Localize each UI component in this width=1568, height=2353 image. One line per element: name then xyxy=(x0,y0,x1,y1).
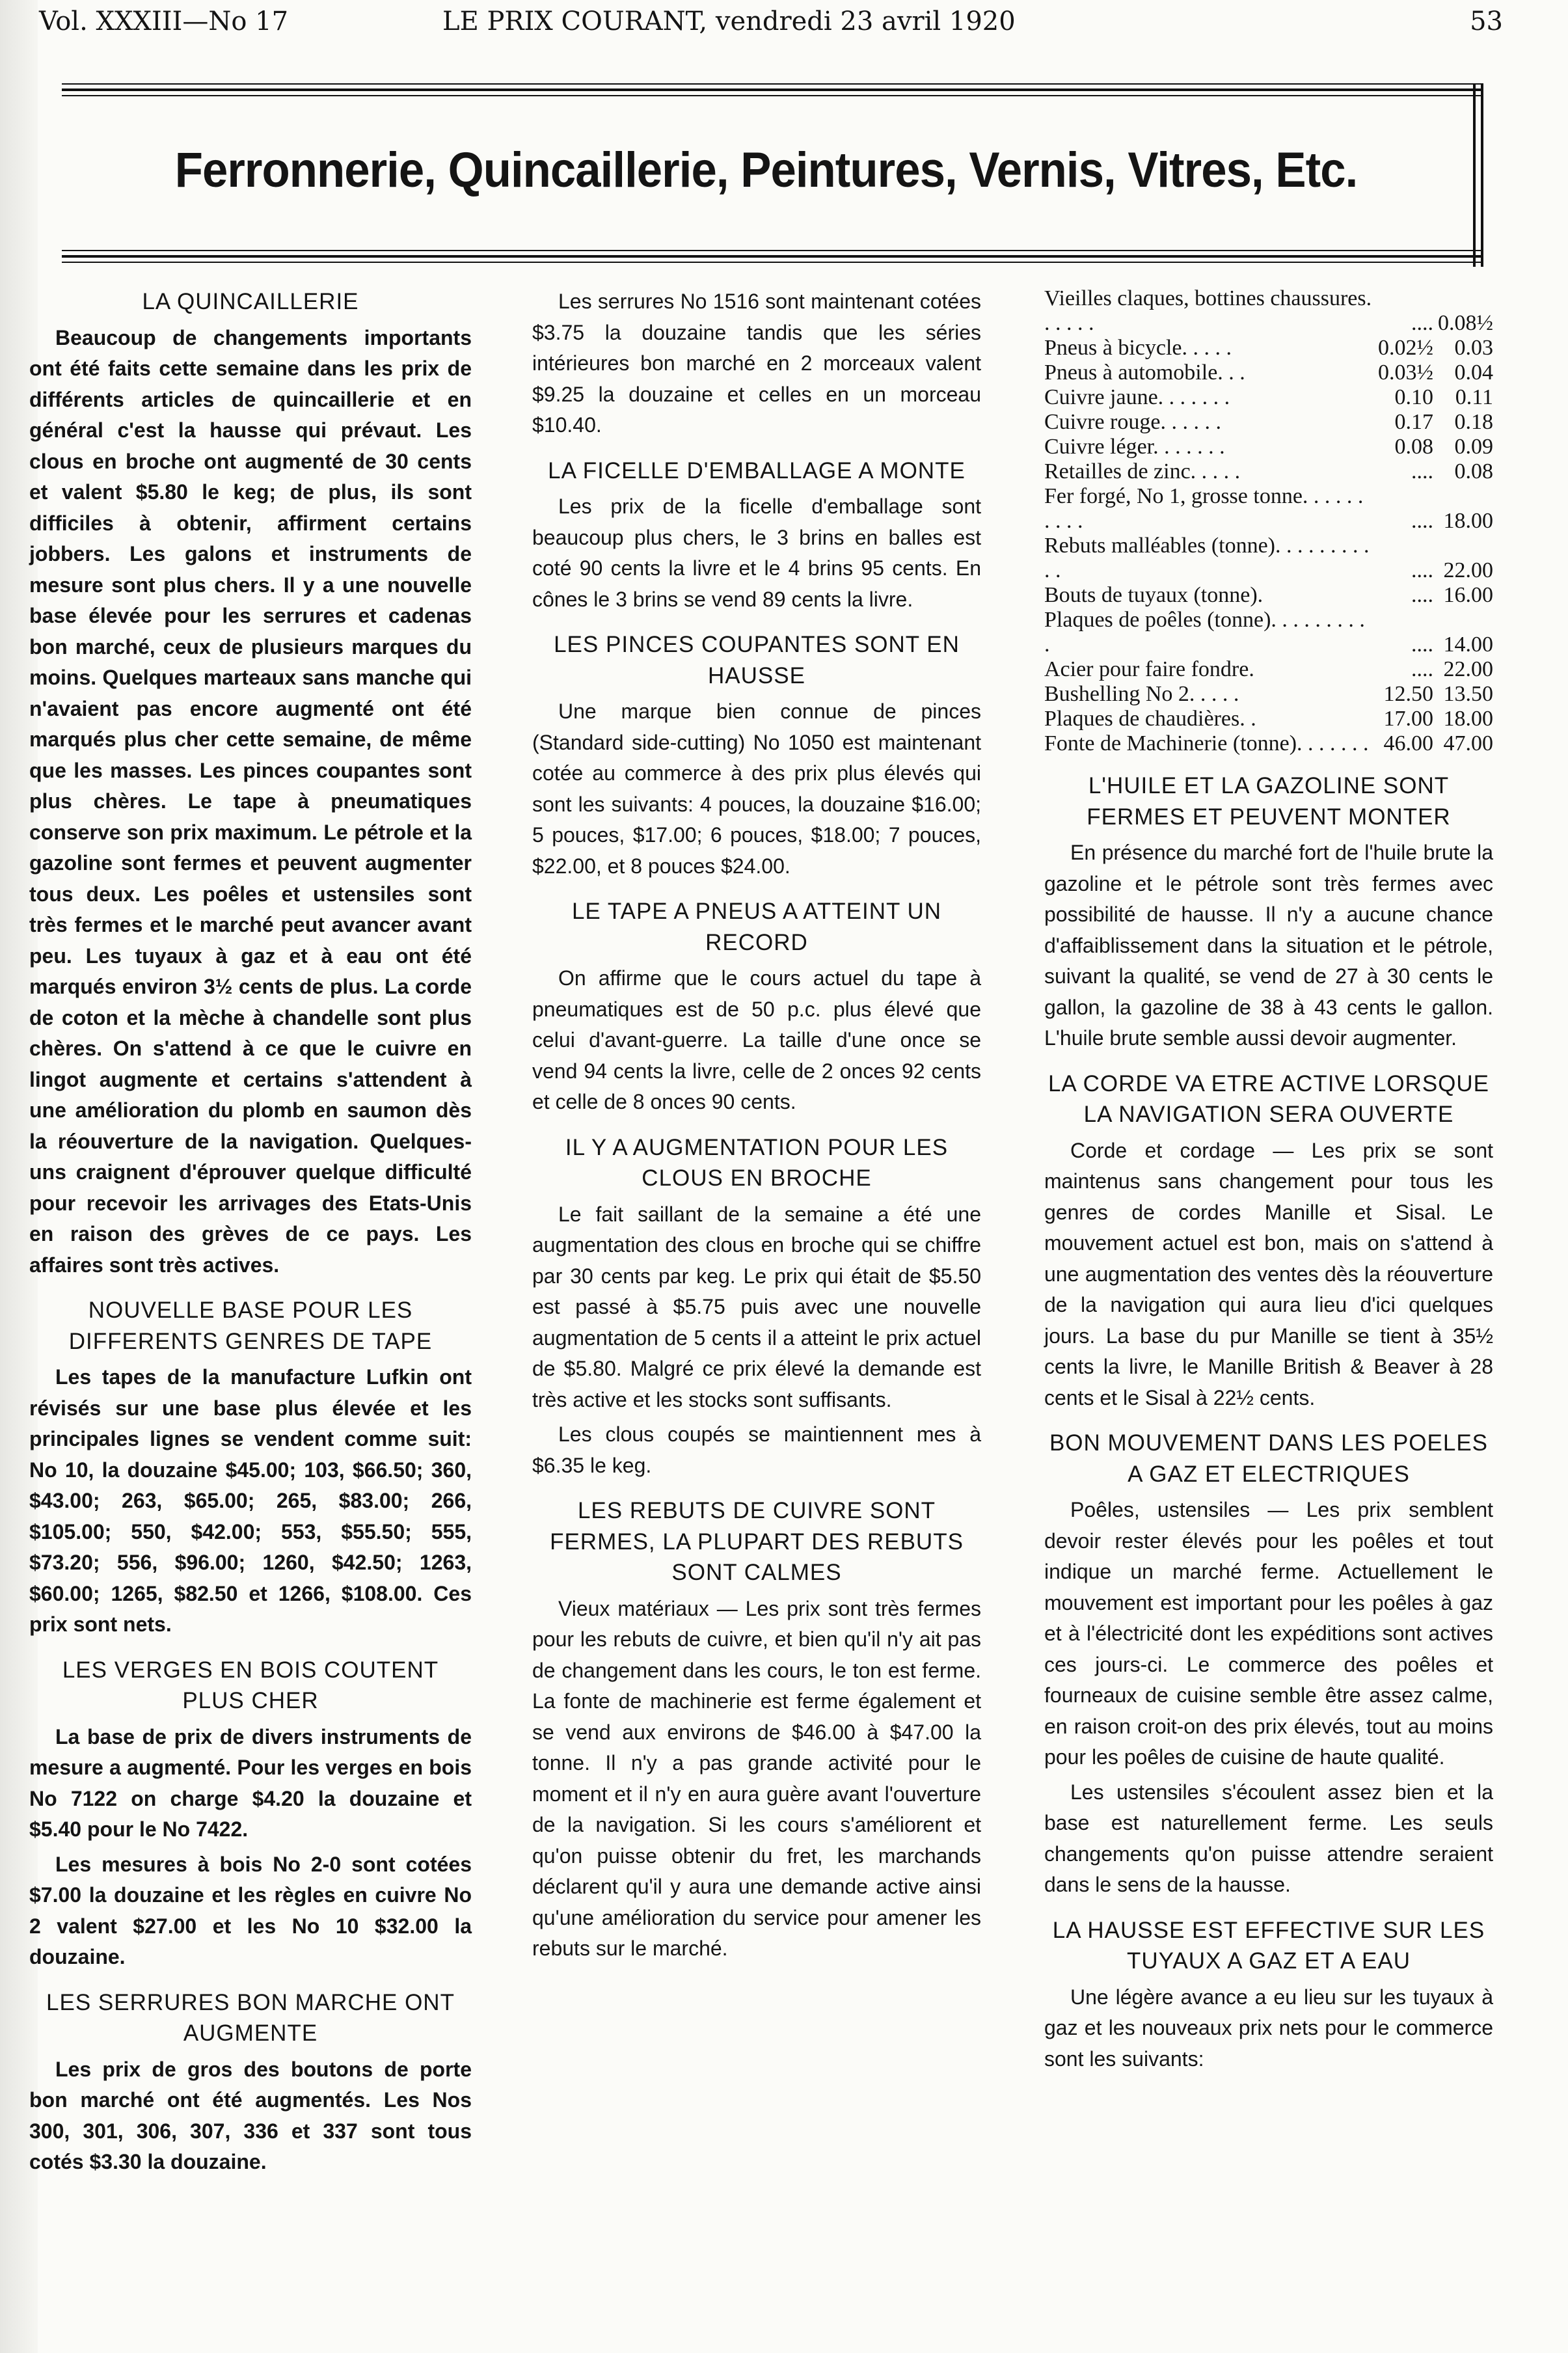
price-row xyxy=(1044,583,1493,608)
price-low: .... xyxy=(1411,583,1433,607)
price-item: Vieilles claques, bottines chaussures. . . . . . xyxy=(1044,286,1372,335)
publication-title-date: LE PRIX COURANT, vendredi 23 avril 1920 xyxy=(442,7,1016,36)
price-high: 22.00 xyxy=(1443,558,1493,582)
article-paragraph: On affirme que le cours actuel du tape à pneumatiques est de 50 p.c. plus élevé que celui d'avant-guerre. La taille d'une once se vend 94 cents la livre, celle de 2 onces 92 cents et celle de 8 onces 90 cents. xyxy=(532,966,981,1113)
price-low: 46.00 xyxy=(1383,731,1433,755)
article-paragraph: En présence du marché fort de l'huile brute la gazoline et le pétrole sont très fermes avec possibilité de hausse. Il n'y a aucune chance d'affaiblissement dans la situation et le pétrole, suivant la qualité, se vend de 27 à 30 cents le gallon, la gazoline de 38 à 43 cents le gallon. L'huile brute semble aussi devoir augmenter. xyxy=(1044,841,1493,1050)
price-row xyxy=(1044,534,1493,583)
article-heading: LES REBUTS DE CUIVRE SONT FERMES, LA PLUPART DES REBUTS SONT CALMES xyxy=(550,1498,964,1585)
price-high: 0.08½ xyxy=(1438,311,1493,335)
price-low: .... xyxy=(1411,632,1433,657)
price-item: Pneus à automobile. . . xyxy=(1044,360,1245,385)
banner-top-rules xyxy=(62,83,1483,100)
price-high: 0.03 xyxy=(1454,336,1493,360)
article-paragraph: Les clous coupés se maintiennent mes à $6.35 le keg. xyxy=(532,1422,981,1477)
article-heading: L'HUILE ET LA GAZOLINE SONT FERMES ET PEUVENT MONTER xyxy=(1087,773,1451,830)
article-paragraph: Une légère avance a eu lieu sur les tuyaux à gaz et les nouveaux prix nets pour le commerce sont les suivants: xyxy=(1044,1985,1493,2071)
article-paragraph: Beaucoup de changements importants ont été faits cette semaine dans les prix de différents articles de quincaillerie et en général c'est la hausse qui prévaut. Les clous en broche ont augmenté de 30 cents et valent $5.80 le keg; de plus, ils sont difficiles à obtenir, affirment certains jobbers. Les galons et instruments de mesure sont plus chers. Il y a une nouvelle base élevée pour les serrures et cadenas bon marché, ceux de plusieurs marques du moins. Quelques marteaux sans manche qui n'avaient pas encore augmenté ont été marqués plus cher cette semaine, de même que les masses. Les pinces coupantes sont plus chères. Le tape à pneumatiques conserve son prix maximum. Le pétrole et la gazoline sont fermes et peuvent augmenter tous deux. Les poêles et ustensiles sont très fermes et le marché peut avancer avant peu. Les tuyaux à gaz et à eau ont été marqués environ 3½ cents de plus. La corde de coton et la mèche à chandelle sont plus chères. On s'attend à ce que le cuivre en lingot augmente et certains s'attendent à une amélioration du plomb en saumon dès la réouverture de la navigation. Quelques-uns craignent d'éprouver quelque difficulté pour recevoir les arrivages des Etats-Unis en raison des grèves de ce pays. Les affaires sont très actives. xyxy=(29,325,472,1277)
price-low: .... xyxy=(1411,509,1433,533)
price-item: Cuivre jaune. . . . . . . xyxy=(1044,385,1230,409)
price-item: Fonte de Machinerie (tonne). . . . . . . xyxy=(1044,731,1369,755)
price-low: .... xyxy=(1411,657,1433,681)
article-heading: NOUVELLE BASE POUR LES DIFFERENTS GENRES DE TAPE xyxy=(68,1298,433,1354)
price-high: 47.00 xyxy=(1443,731,1493,755)
article-paragraph: Les mesures à bois No 2-0 sont cotées $7.00 la douzaine et les règles en cuivre No 2 valent $27.00 et les No 10 $32.00 la douzaine. xyxy=(29,1852,472,1968)
price-row xyxy=(1044,435,1493,459)
price-row xyxy=(1044,286,1493,336)
section-title: Ferronnerie, Quincaillerie, Peintures, Vernis, Vitres, Etc. xyxy=(174,143,1358,198)
price-row xyxy=(1044,410,1493,435)
price-high: 0.11 xyxy=(1455,385,1493,409)
article-heading: IL Y A AUGMENTATION POUR LES CLOUS EN BROCHE xyxy=(565,1134,949,1191)
article-paragraph: Les serrures No 1516 sont maintenant cotées $3.75 la douzaine tandis que les séries intérieures bon marché en 2 morceaux valent $9.25 la douzaine et celles en un morceau $10.40. xyxy=(532,290,981,437)
article-heading: LA CORDE VA ETRE ACTIVE LORSQUE LA NAVIGATION SERA OUVERTE xyxy=(1048,1070,1490,1127)
price-row xyxy=(1044,360,1493,385)
price-item: Pneus à bicycle. . . . . xyxy=(1044,336,1232,360)
article-heading: LES VERGES EN BOIS COUTENT PLUS CHER xyxy=(62,1657,439,1713)
price-row xyxy=(1044,385,1493,410)
price-row xyxy=(1044,657,1493,682)
article-paragraph: Une marque bien connue de pinces (Standard side-cutting) No 1050 est maintenant cotée au commerce à des prix plus élevés qui sont les suivants: 4 pouces, la douzaine $16.00; 5 pouces, $17.00; 6 pouces, $18.00; 7 pouces, $22.00, et 8 pouces $24.00. xyxy=(532,700,981,878)
price-item: Bushelling No 2. . . . . xyxy=(1044,682,1239,706)
column-3 xyxy=(1044,286,1493,2078)
price-row xyxy=(1044,682,1493,707)
price-high: 22.00 xyxy=(1443,657,1493,681)
article-paragraph: La base de prix de divers instruments de mesure a augmenté. Pour les verges en bois No 7122 on charge $4.20 la douzaine et $5.40 pour le No 7422. xyxy=(29,1724,472,1841)
price-item: Plaques de chaudières. . xyxy=(1044,707,1256,731)
price-row xyxy=(1044,484,1493,534)
article-heading: LA HAUSSE EST EFFECTIVE SUR LES TUYAUX A GAZ ET A EAU xyxy=(1052,1917,1485,1974)
banner-side-rule xyxy=(1473,83,1483,267)
article-paragraph: Les prix de gros des boutons de porte bon marché ont été augmentés. Les Nos 300, 301, 306, 307, 336 et 337 sont tous cotés $3.30 la douzaine. xyxy=(29,2057,472,2173)
price-low: 0.10 xyxy=(1394,385,1433,409)
price-row xyxy=(1044,459,1493,484)
banner-bottom-rules xyxy=(62,250,1483,267)
price-low: 0.17 xyxy=(1394,410,1433,434)
price-high: 13.50 xyxy=(1443,682,1493,706)
price-low: 0.03½ xyxy=(1378,360,1433,385)
price-low: .... xyxy=(1411,311,1433,335)
price-high: 18.00 xyxy=(1443,707,1493,731)
article-paragraph: Les ustensiles s'écoulent assez bien et la base est naturellement ferme. Les seuls changements qu'on puisse attendre seraient dans le sens de la hausse. xyxy=(1044,1780,1493,1896)
price-row xyxy=(1044,336,1493,360)
price-high: 0.04 xyxy=(1454,360,1493,385)
scrap-price-table xyxy=(1044,286,1493,756)
article-paragraph: Les prix de la ficelle d'emballage sont beaucoup plus chers, le 3 brins en balles est coté 90 cents la livre et le 4 brins 95 cents. En cônes le 3 brins se vend 89 cents la livre. xyxy=(532,495,981,611)
article-paragraph: Vieux matériaux — Les prix sont très fermes pour les rebuts de cuivre, et bien qu'il n'y ait pas de changement dans les cours, le ton est ferme. La fonte de machinerie est ferme également et se vend aux environs de $46.00 à $47.00 la tonne. Il n'y a pas grande activité pour le moment et il n'y en aura guère avant l'ouverture de la navigation. Si les cours s'améliorent et qu'on puisse obtenir du fret, les marchands déclarent qu'il y aura une demande active ainsi qu'une amélioration du service pour amener les rebuts sur le marché. xyxy=(532,1596,981,1960)
volume-number: Vol. XXXIII—No 17 xyxy=(39,7,289,36)
price-low: .... xyxy=(1411,459,1433,483)
article-heading: BON MOUVEMENT DANS LES POELES A GAZ ET ELECTRIQUES xyxy=(1049,1430,1489,1487)
price-low: 12.50 xyxy=(1383,682,1433,706)
article-heading: LE TAPE A PNEUS A ATTEINT UN RECORD xyxy=(571,899,942,955)
price-low: 0.02½ xyxy=(1378,336,1433,360)
running-header xyxy=(39,7,1503,46)
price-item: Cuivre rouge. . . . . . xyxy=(1044,410,1221,434)
price-low: 17.00 xyxy=(1383,707,1433,731)
price-row xyxy=(1044,707,1493,731)
price-item: Rebuts malléables (tonne). . . . . . . . . . . xyxy=(1044,534,1370,582)
article-heading: LA FICELLE D'EMBALLAGE A MONTE xyxy=(548,457,966,483)
price-item: Retailles de zinc. . . . . xyxy=(1044,459,1241,483)
price-row xyxy=(1044,731,1493,756)
column-1 xyxy=(29,286,472,2182)
price-item: Fer forgé, No 1, grosse tonne. . . . . . . . . . xyxy=(1044,484,1364,533)
column-2 xyxy=(532,286,981,1968)
price-item: Bouts de tuyaux (tonne). xyxy=(1044,583,1264,607)
price-high: 0.18 xyxy=(1454,410,1493,434)
article-heading: LA QUINCAILLERIE xyxy=(142,289,359,314)
article-paragraph: Poêles, ustensiles — Les prix semblent devoir rester élevés pour les poêles et tout indique un marché ferme. Actuellement le mouvement est important pour les poêles à gaz et à l'électricité dont les expéditions sont actives ces jours-ci. Le commerce des poêles et fourneaux de cuisine semble être assez calme, en raison croit-on des prix élevés, tout au moins pour les poêles de cuisine de haute qualité. xyxy=(1044,1498,1493,1769)
price-row xyxy=(1044,608,1493,657)
price-item: Cuivre léger. . . . . . . xyxy=(1044,435,1225,459)
price-high: 18.00 xyxy=(1443,509,1493,533)
price-high: 0.09 xyxy=(1454,435,1493,459)
price-high: 16.00 xyxy=(1443,583,1493,607)
price-item: Plaques de poêles (tonne). . . . . . . . . . xyxy=(1044,608,1365,657)
price-high: 0.08 xyxy=(1454,459,1493,483)
page-number: 53 xyxy=(1470,7,1503,36)
article-paragraph: Le fait saillant de la semaine a été une augmentation des clous en broche qui se chiffre par 30 cents par keg. Le prix qui était de $5.50 est passé à $5.75 puis avec une nouvelle augmentation de 5 cents il a atteint le prix actuel de $5.80. Malgré ce prix élevé la demande est très active et les stocks sont suffisants. xyxy=(532,1202,981,1411)
article-paragraph: Corde et cordage — Les prix se sont maintenus sans changement pour tous les genres de cordes Manille et Sisal. Le mouvement actuel est bon, mais on s'attend à une augmentation des ventes dès la réouverture de la navigation qui aura lieu d'ici quelques jours. La base du pur Manille se tient à 35½ cents la livre, le Manille British & Beaver à 28 cents et le Sisal à 22½ cents. xyxy=(1044,1138,1493,1409)
price-high: 14.00 xyxy=(1443,632,1493,657)
article-paragraph: Les tapes de la manufacture Lufkin ont révisés sur une base plus élevée et les principales lignes se vendent comme suit: No 10, la douzaine $45.00; 103, $66.50; 360, $43.00; 263, $65.00; 265, $83.00; 266, $105.00; 550, $42.00; 553, $55.50; 555, $73.20; 556, $96.00; 1260, $42.50; 1263, $60.00; 1265, $82.50 et 1266, $108.00. Ces prix sont nets. xyxy=(29,1365,472,1636)
article-heading: LES PINCES COUPANTES SONT EN HAUSSE xyxy=(554,632,960,688)
price-item: Acier pour faire fondre. xyxy=(1044,657,1254,681)
article-heading: LES SERRURES BON MARCHE ONT AUGMENTE xyxy=(46,1989,455,2046)
section-banner xyxy=(62,83,1483,267)
price-low: .... xyxy=(1411,558,1433,582)
price-low: 0.08 xyxy=(1394,435,1433,459)
